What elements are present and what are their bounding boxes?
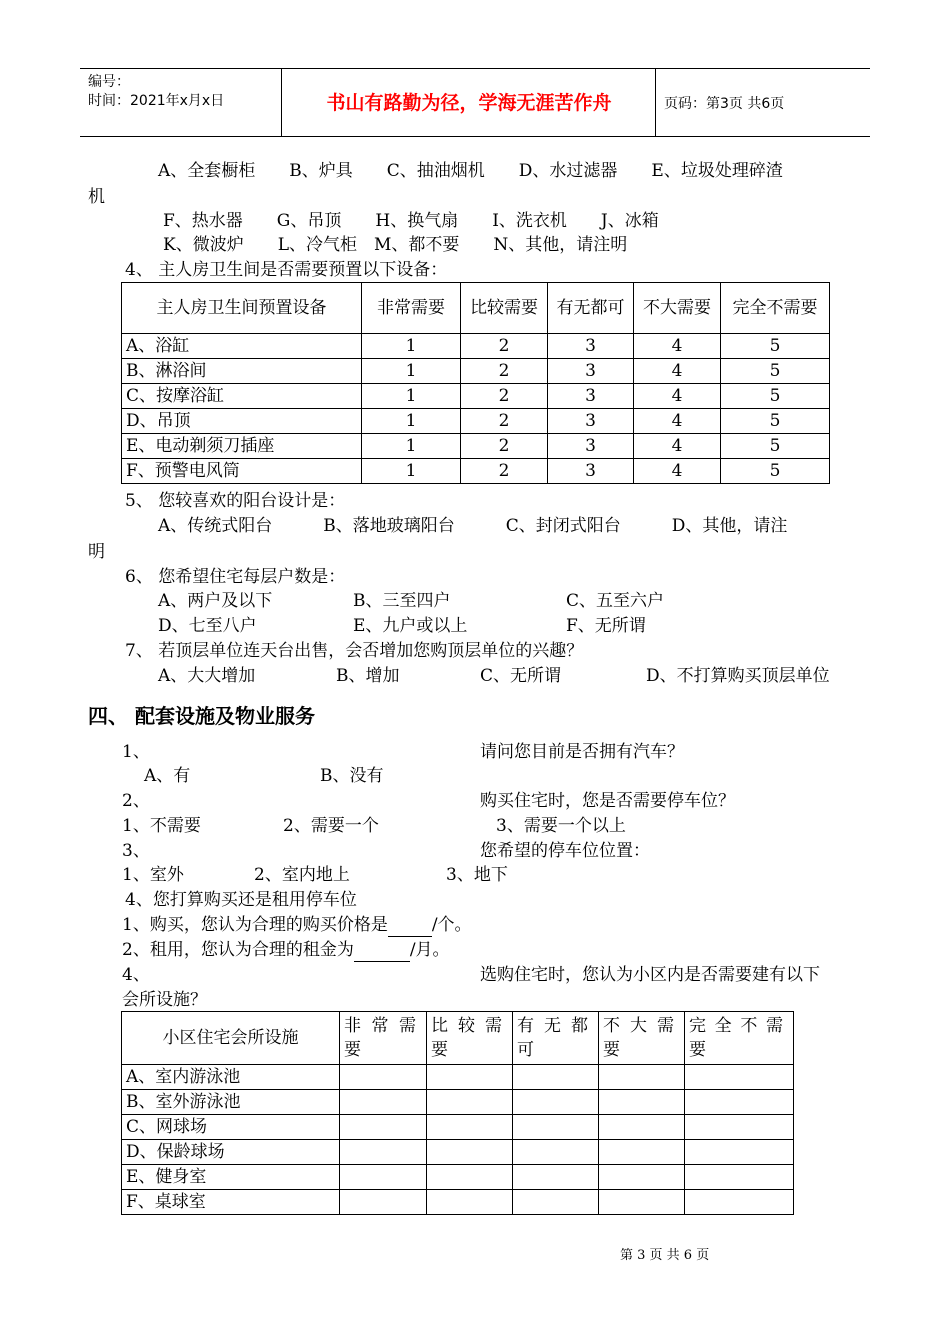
question-6-option: D、七至八户	[158, 616, 257, 636]
rating-option[interactable]: 3	[548, 384, 634, 409]
rating-cell[interactable]	[599, 1140, 685, 1165]
rating-option[interactable]: 5	[721, 459, 830, 484]
table-cell: D、保龄球场	[122, 1140, 340, 1165]
table-header: 有无都可	[548, 283, 634, 334]
table-header: 完全不需要	[721, 283, 830, 334]
rating-option[interactable]: 1	[362, 384, 461, 409]
rating-cell[interactable]	[427, 1140, 513, 1165]
table-row	[122, 459, 830, 484]
question-4-title: 4、 主人房卫生间是否需要预置以下设备：	[125, 260, 448, 280]
rating-option[interactable]: 2	[461, 409, 548, 434]
club-facilities-table	[121, 1011, 794, 1215]
page-number-label: 页码：第3页 共6页	[664, 96, 785, 112]
table-cell: B、室外游泳池	[122, 1090, 340, 1115]
doc-number-label: 编号：	[88, 74, 130, 90]
table-header: 有无都可	[513, 1012, 599, 1065]
header-divider	[281, 69, 282, 136]
table-cell: A、室内游泳池	[122, 1065, 340, 1090]
table-header-row	[122, 283, 830, 334]
table-header: 小区住宅会所设施	[122, 1012, 340, 1065]
question-6-option: E、九户或以上	[353, 616, 468, 636]
question-5-options: A、传统式阳台 B、落地玻璃阳台 C、封闭式阳台 D、其他，请注	[158, 516, 788, 536]
table-cell: F、预警电风筒	[122, 459, 362, 484]
table-row	[122, 1115, 794, 1140]
s4-q3-text: 您希望的停车位位置：	[480, 841, 650, 861]
rating-cell[interactable]	[340, 1165, 427, 1190]
rating-option[interactable]: 5	[721, 434, 830, 459]
table-header: 非常需要	[340, 1012, 427, 1065]
rating-option[interactable]: 2	[461, 434, 548, 459]
table-cell: E、健身室	[122, 1165, 340, 1190]
rating-cell[interactable]	[427, 1090, 513, 1115]
s4-q3-number: 3、	[122, 841, 150, 861]
rating-option[interactable]: 5	[721, 409, 830, 434]
page-footer: 第 3 页 共 6 页	[620, 1248, 710, 1263]
question-7-option: C、无所谓	[480, 666, 562, 686]
s4-rent-price-line	[122, 939, 450, 962]
table-row	[122, 359, 830, 384]
s4-q1-text: 请问您目前是否拥有汽车？	[480, 742, 684, 762]
bathroom-equipment-table	[121, 282, 830, 484]
rating-option[interactable]: 4	[634, 359, 721, 384]
rating-cell[interactable]	[599, 1115, 685, 1140]
buy-price-suffix: /个。	[431, 915, 472, 935]
s4-q2-number: 2、	[122, 791, 150, 811]
s4-q2-option: 3、需要一个以上	[496, 816, 626, 836]
rating-option[interactable]: 4	[634, 459, 721, 484]
s4-buy-price-line	[122, 914, 472, 937]
appliance-options-line2: F、热水器 G、吊顶 H、换气扇 I、洗衣机 J、冰箱	[163, 211, 659, 231]
s4-q1-option: B、没有	[320, 766, 384, 786]
s4-q5-text: 选购住宅时，您认为小区内是否需要建有以下	[480, 965, 820, 985]
table-cell: C、网球场	[122, 1115, 340, 1140]
s4-q2-option: 2、需要一个	[283, 816, 379, 836]
rating-cell[interactable]	[513, 1190, 599, 1215]
s4-q1-option: A、有	[144, 766, 191, 786]
rent-price-blank[interactable]	[354, 939, 410, 962]
s4-q5-number: 4、	[122, 965, 150, 985]
question-5-options-wrap: 明	[88, 542, 105, 562]
rating-cell[interactable]	[340, 1140, 427, 1165]
rating-option[interactable]: 4	[634, 409, 721, 434]
rating-cell[interactable]	[685, 1140, 794, 1165]
rating-option[interactable]: 4	[634, 334, 721, 359]
rating-option[interactable]: 5	[721, 359, 830, 384]
s4-q2-text: 购买住宅时，您是否需要停车位？	[480, 791, 735, 811]
rating-cell[interactable]	[513, 1090, 599, 1115]
rent-price-prefix: 2、租用，您认为合理的租金为	[122, 940, 354, 960]
table-cell: A、浴缸	[122, 334, 362, 359]
table-row	[122, 1140, 794, 1165]
rating-option[interactable]: 2	[461, 459, 548, 484]
rating-cell[interactable]	[340, 1090, 427, 1115]
rating-option[interactable]: 2	[461, 334, 548, 359]
rating-option[interactable]: 2	[461, 384, 548, 409]
appliance-options-line1: A、全套橱柜 B、炉具 C、抽油烟机 D、水过滤器 E、垃圾处理碎渣	[158, 161, 783, 181]
rating-cell[interactable]	[513, 1140, 599, 1165]
s4-q3-option: 1、室外	[122, 865, 184, 885]
table-header: 完全不需要	[685, 1012, 794, 1065]
rating-option[interactable]: 1	[362, 334, 461, 359]
rating-option[interactable]: 5	[721, 384, 830, 409]
rating-cell[interactable]	[427, 1065, 513, 1090]
table-cell: C、按摩浴缸	[122, 384, 362, 409]
table-cell: F、桌球室	[122, 1190, 340, 1215]
rating-option[interactable]: 1	[362, 409, 461, 434]
rating-cell[interactable]	[599, 1090, 685, 1115]
rating-option[interactable]: 1	[362, 459, 461, 484]
rating-cell[interactable]	[340, 1115, 427, 1140]
rating-option[interactable]: 3	[548, 334, 634, 359]
s4-q5-text-wrap: 会所设施？	[122, 990, 207, 1010]
section-4-title: 四、 配套设施及物业服务	[88, 704, 315, 728]
rating-cell[interactable]	[599, 1165, 685, 1190]
s4-parking-question: 4、您打算购买还是租用停车位	[125, 890, 357, 910]
table-row	[122, 1165, 794, 1190]
rating-cell[interactable]	[340, 1190, 427, 1215]
table-header: 比较需要	[461, 283, 548, 334]
table-header: 比较需要	[427, 1012, 513, 1065]
s4-q3-option: 2、室内地上	[254, 865, 350, 885]
question-6-option: B、三至四户	[353, 591, 451, 611]
header-motto: 书山有路勤为径，学海无涯苦作舟	[326, 92, 612, 114]
table-header: 主人房卫生间预置设备	[122, 283, 362, 334]
page-header	[80, 68, 870, 137]
table-cell: D、吊顶	[122, 409, 362, 434]
rating-cell[interactable]	[599, 1065, 685, 1090]
table-row	[122, 1065, 794, 1090]
question-6-option: C、五至六户	[566, 591, 665, 611]
rating-cell[interactable]	[685, 1065, 794, 1090]
rating-option[interactable]: 1	[362, 359, 461, 384]
rating-cell[interactable]	[513, 1065, 599, 1090]
question-6-option: A、两户及以下	[158, 591, 273, 611]
rating-cell[interactable]	[513, 1165, 599, 1190]
s4-q1-number: 1、	[122, 742, 150, 762]
header-divider	[655, 69, 656, 136]
rating-option[interactable]: 4	[634, 434, 721, 459]
question-5-title: 5、 您较喜欢的阳台设计是：	[125, 491, 346, 511]
s4-q2-option: 1、不需要	[122, 816, 201, 836]
rating-option[interactable]: 3	[548, 409, 634, 434]
rating-cell[interactable]	[427, 1115, 513, 1140]
buy-price-blank[interactable]	[388, 914, 432, 937]
appliance-options-line1-wrap: 机	[88, 187, 105, 207]
rent-price-suffix: /月。	[409, 940, 450, 960]
table-header-row	[122, 1012, 794, 1065]
rating-option[interactable]: 3	[548, 359, 634, 384]
table-cell: E、电动剃须刀插座	[122, 434, 362, 459]
rating-cell[interactable]	[599, 1190, 685, 1215]
question-7-title: 7、 若顶层单位连天台出售，会否增加您购顶层单位的兴趣？	[125, 641, 584, 661]
table-row	[122, 1090, 794, 1115]
rating-option[interactable]: 5	[721, 334, 830, 359]
rating-option[interactable]: 3	[548, 434, 634, 459]
rating-cell[interactable]	[340, 1065, 427, 1090]
rating-cell[interactable]	[427, 1165, 513, 1190]
question-6-option: F、无所谓	[566, 616, 646, 636]
rating-cell[interactable]	[427, 1190, 513, 1215]
rating-option[interactable]: 1	[362, 434, 461, 459]
question-7-option: B、增加	[336, 666, 400, 686]
rating-option[interactable]: 2	[461, 359, 548, 384]
table-header: 非常需要	[362, 283, 461, 334]
question-7-option: D、不打算购买顶层单位	[646, 666, 830, 686]
rating-option[interactable]: 3	[548, 459, 634, 484]
question-7-option: A、大大增加	[158, 666, 256, 686]
table-header: 不大需要	[634, 283, 721, 334]
table-row	[122, 409, 830, 434]
table-cell: B、淋浴间	[122, 359, 362, 384]
rating-cell[interactable]	[685, 1115, 794, 1140]
table-row	[122, 334, 830, 359]
table-row	[122, 384, 830, 409]
table-row	[122, 1190, 794, 1215]
appliance-options-line3: K、微波炉 L、冷气柜 M、都不要 N、其他，请注明	[163, 235, 628, 255]
rating-cell[interactable]	[685, 1165, 794, 1190]
doc-date-label: 时间：2021年x月x日	[88, 93, 225, 109]
table-row	[122, 434, 830, 459]
table-header: 不大需要	[599, 1012, 685, 1065]
s4-q3-option: 3、地下	[446, 865, 508, 885]
buy-price-prefix: 1、购买，您认为合理的购买价格是	[122, 915, 388, 935]
rating-cell[interactable]	[685, 1190, 794, 1215]
question-6-title: 6、 您希望住宅每层户数是：	[125, 567, 346, 587]
rating-cell[interactable]	[685, 1090, 794, 1115]
rating-option[interactable]: 4	[634, 384, 721, 409]
rating-cell[interactable]	[513, 1115, 599, 1140]
